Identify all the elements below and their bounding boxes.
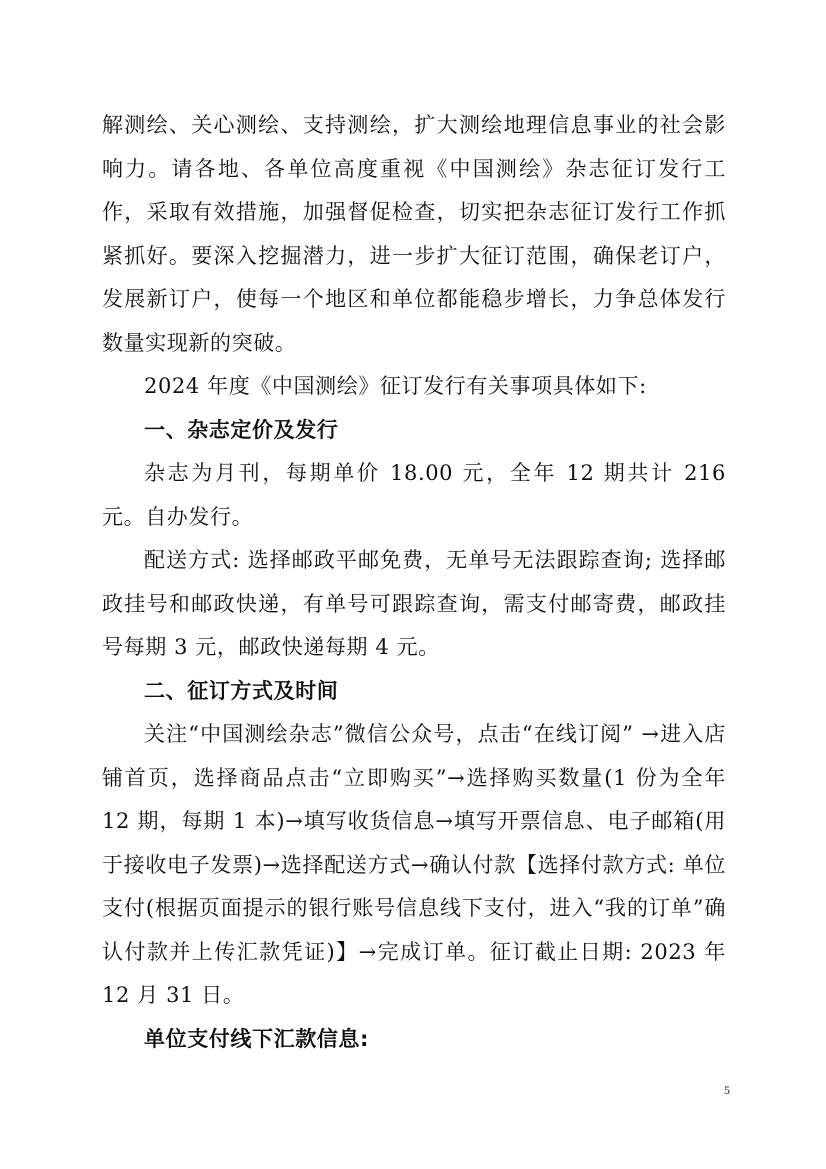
document-body	[102, 104, 726, 1061]
pricing-paragraph: 杂志为月刊，每期单价 18.00 元，全年 12 期共计 216 元。自办发行。	[102, 461, 726, 529]
delivery-paragraph: 配送方式: 选择邮政平邮免费，无单号无法跟踪查询; 选择邮政挂号和邮政快递，有单号可跟踪查询，需支付邮寄费，邮政挂号每期 3 元，邮政快递每期 4 元。	[102, 548, 726, 659]
body-paragraph-1: 解测绘、关心测绘、支持测绘，扩大测绘地理信息事业的社会影响力。请各地、各单位高度重视《中国测绘》杂志征订发行工作，采取有效措施，加强督促检查，切实把杂志征订发行工作抓紧抓好。要深入挖掘潜力，进一步扩大征订范围，确保老订户，发展新订户，使每一个地区和单位都能稳步增长，力争总体发行数量实现新的突破。	[102, 113, 726, 355]
intro-paragraph: 2024 年度《中国测绘》征订发行有关事项具体如下:	[144, 374, 647, 398]
page-number: 5	[724, 1083, 730, 1097]
section-heading-subscription: 二、征订方式及时间	[144, 678, 339, 703]
section-heading-pricing: 一、杂志定价及发行	[144, 417, 339, 442]
subscription-paragraph: 关注“中国测绘杂志”微信公众号，点击“在线订阅” →进入店铺首页，选择商品点击“立即购买”→选择购买数量(1 份为全年 12 期，每期 1 本)→填写收货信息→填写开票信息、电子邮箱(用于接收电子发票)→选择配送方式→确认付款【选择付款方式: 单位支付(根据页面提示的银行账号信息线下支付，进入“我的订单”确认付款并上传汇款凭证)】→完成订单。征订截止日期: 2023 年 12 月 31 日。	[102, 722, 726, 1007]
section-heading-remittance: 单位支付线下汇款信息:	[144, 1026, 369, 1051]
